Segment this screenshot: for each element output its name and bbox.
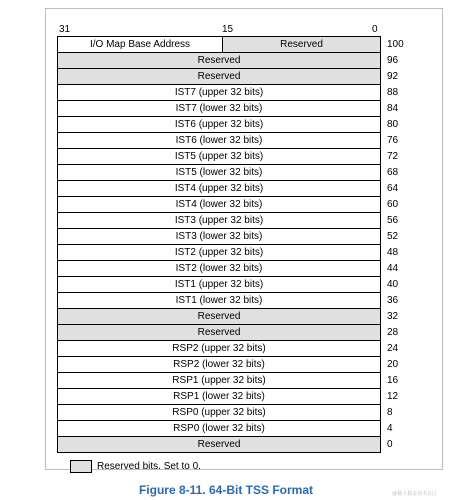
bit-label-0: 0 [372,24,378,35]
tss-row [57,405,393,421]
tss-row [57,149,399,165]
byte-offset-label: 56 [387,215,399,226]
byte-offset-label: 12 [387,391,399,402]
tss-field: RSP0 (lower 32 bits) [57,420,381,437]
bit-label-31: 31 [59,24,71,35]
byte-offset-label: 28 [387,327,399,338]
reserved-field: Reserved [57,52,381,69]
tss-row [57,357,399,373]
tss-field: IST5 (upper 32 bits) [57,148,381,165]
tss-field: RSP1 (lower 32 bits) [57,388,381,405]
tss-row [57,277,399,293]
tss-row [57,213,399,229]
tss-row [57,133,399,149]
tss-row [57,245,399,261]
tss-row [57,309,399,325]
tss-row [57,341,399,357]
tss-field: IST1 (upper 32 bits) [57,276,381,293]
tss-field: IST7 (lower 32 bits) [57,100,381,117]
reserved-field: Reserved [57,436,381,453]
byte-offset-label: 32 [387,311,399,322]
byte-offset-label: 0 [387,439,393,450]
tss-row [57,101,399,117]
tss-field: IST3 (upper 32 bits) [57,212,381,229]
byte-offset-label: 100 [387,39,404,50]
tss-row [57,229,399,245]
tss-row [57,37,404,53]
byte-offset-label: 88 [387,87,399,98]
tss-field: IST2 (lower 32 bits) [57,260,381,277]
tss-row [57,165,399,181]
byte-offset-label: 92 [387,71,399,82]
reserved-field: Reserved [57,308,381,325]
byte-offset-label: 68 [387,167,399,178]
tss-field: IST7 (upper 32 bits) [57,84,381,101]
byte-offset-label: 44 [387,263,399,274]
tss-field: IST1 (lower 32 bits) [57,292,381,309]
tss-row [57,389,399,405]
byte-offset-label: 24 [387,343,399,354]
byte-offset-label: 52 [387,231,399,242]
tss-row [57,85,399,101]
byte-offset-label: 4 [387,423,393,434]
tss-row [57,261,399,277]
tss-field: RSP2 (lower 32 bits) [57,356,381,373]
figure-caption: Figure 8-11. 64-Bit TSS Format [138,483,314,497]
tss-row [57,69,399,85]
byte-offset-label: 64 [387,183,399,194]
byte-offset-label: 80 [387,119,399,130]
tss-row [57,117,399,133]
byte-offset-label: 72 [387,151,399,162]
tss-field: IST6 (upper 32 bits) [57,116,381,133]
byte-offset-label: 16 [387,375,399,386]
legend-reserved-swatch [70,460,92,473]
byte-offset-label: 36 [387,295,399,306]
tss-field: RSP2 (upper 32 bits) [57,340,381,357]
tss-row [57,421,393,437]
byte-offset-label: 96 [387,55,399,66]
tss-field: IST4 (lower 32 bits) [57,196,381,213]
byte-offset-label: 76 [387,135,399,146]
reserved-field: Reserved [222,36,381,53]
tss-row [57,293,399,309]
reserved-field: Reserved [57,68,381,85]
legend-label: Reserved bits. Set to 0. [97,461,201,472]
tss-row [57,325,399,341]
tss-row [57,181,399,197]
reserved-field: Reserved [57,324,381,341]
tss-field: RSP1 (upper 32 bits) [57,372,381,389]
byte-offset-label: 48 [387,247,399,258]
byte-offset-label: 40 [387,279,399,290]
byte-offset-label: 84 [387,103,399,114]
byte-offset-label: 20 [387,359,399,370]
byte-offset-label: 60 [387,199,399,210]
tss-field: RSP0 (upper 32 bits) [57,404,381,421]
tss-field: IST6 (lower 32 bits) [57,132,381,149]
tss-field: IST3 (lower 32 bits) [57,228,381,245]
tss-field: IST2 (upper 32 bits) [57,244,381,261]
tss-row [57,197,399,213]
bit-label-15: 15 [222,24,234,35]
tss-row [57,53,399,69]
watermark: @稀土掘金技术社区 [392,491,438,497]
tss-field: I/O Map Base Address [57,36,223,53]
tss-row [57,373,399,389]
tss-field: IST4 (upper 32 bits) [57,180,381,197]
tss-field: IST5 (lower 32 bits) [57,164,381,181]
byte-offset-label: 8 [387,407,393,418]
tss-row [57,437,393,453]
